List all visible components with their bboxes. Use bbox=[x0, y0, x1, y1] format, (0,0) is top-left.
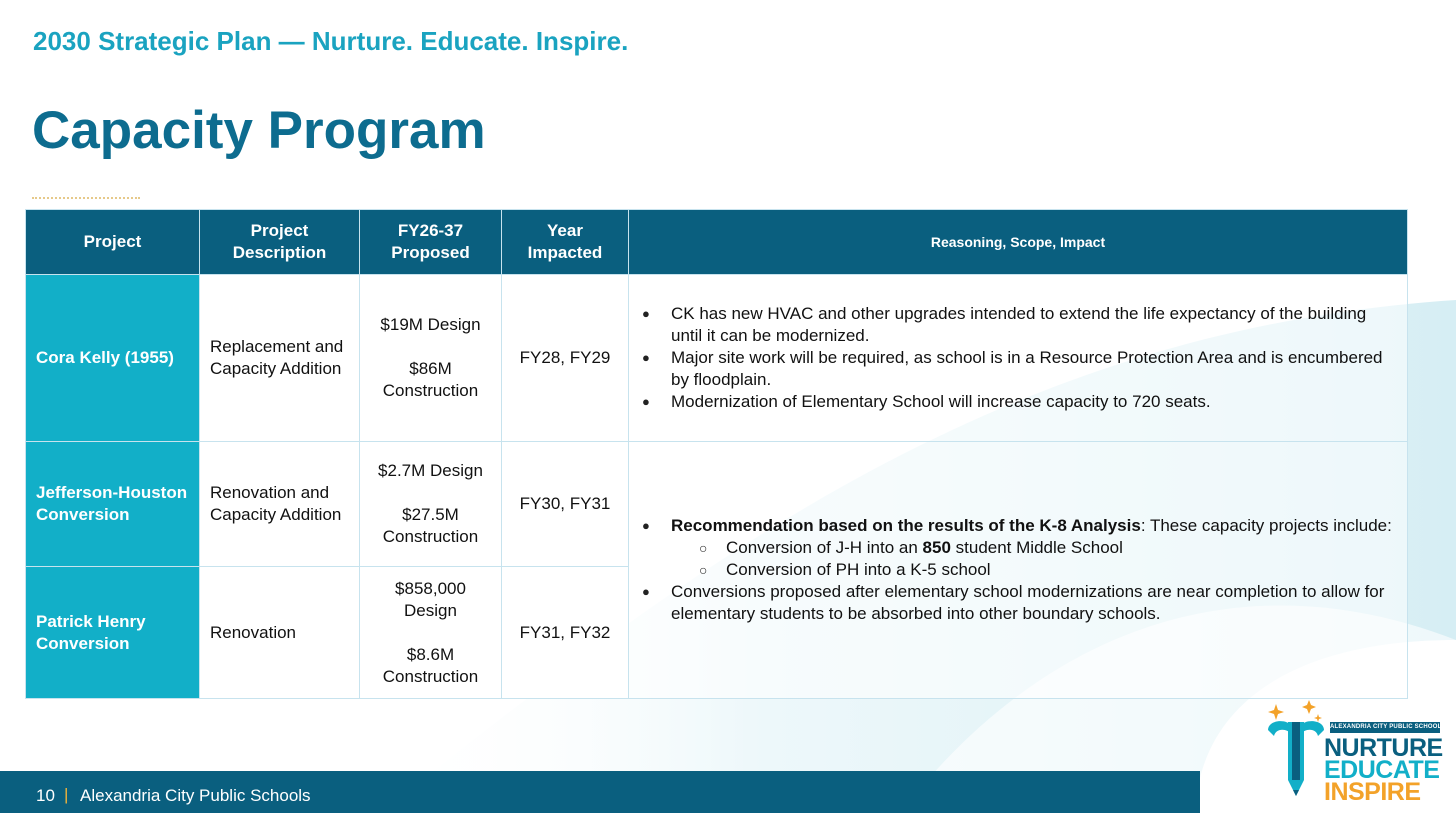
district-logo bbox=[1262, 700, 1446, 806]
reasoning-subbullet: ○ Conversion of PH into a K-5 school bbox=[671, 559, 1397, 581]
project-name: Patrick Henry Conversion bbox=[26, 567, 200, 699]
project-name: Cora Kelly (1955) bbox=[26, 275, 200, 442]
design-cost: $19M Design bbox=[380, 315, 481, 334]
reasoning-bullet: ● CK has new HVAC and other upgrades intended to extend the life expectancy of the building until it can be modernized. bbox=[639, 303, 1397, 347]
project-name: Jefferson-Houston Conversion bbox=[26, 442, 200, 567]
page-title: Capacity Program bbox=[32, 101, 486, 160]
reasoning-bullet: ● Major site work will be required, as school is in a Resource Protection Area and is encumbered by floodplain. bbox=[639, 347, 1397, 391]
construction-cost: $86M Construction bbox=[382, 359, 479, 400]
table-row bbox=[26, 442, 1408, 567]
reasoning-bullet: ● Conversions proposed after elementary school modernizations are near completion to allow for elementary students to be absorbed into other boundary schools. bbox=[639, 581, 1397, 625]
reasoning-subbullet: ○ Conversion of J-H into an 850 student Middle School bbox=[671, 537, 1397, 559]
footer-separator: | bbox=[64, 785, 69, 804]
proposed-cost bbox=[360, 275, 502, 442]
design-cost: $858,000 Design bbox=[395, 578, 466, 620]
reasoning-cell bbox=[629, 442, 1408, 699]
plan-subtitle: 2030 Strategic Plan — Nurture. Educate. Inspire. bbox=[33, 26, 629, 56]
capacity-table bbox=[25, 209, 1408, 699]
column-header-proposed: FY26-37 Proposed bbox=[360, 210, 502, 275]
project-description: Replacement and Capacity Addition bbox=[200, 275, 360, 442]
year-impacted: FY30, FY31 bbox=[502, 442, 629, 567]
year-impacted: FY28, FY29 bbox=[502, 275, 629, 442]
year-impacted: FY31, FY32 bbox=[502, 567, 629, 699]
project-description: Renovation bbox=[200, 567, 360, 699]
logo-tagline: ALEXANDRIA CITY PUBLIC SCHOOLS bbox=[1330, 722, 1440, 733]
reasoning-cell bbox=[629, 275, 1408, 442]
construction-cost: $27.5M Construction bbox=[382, 505, 479, 546]
table-header-row bbox=[26, 210, 1408, 275]
pencil-torch-icon bbox=[1262, 700, 1332, 804]
column-header-reasoning: Reasoning, Scope, Impact bbox=[629, 210, 1408, 275]
project-description: Renovation and Capacity Addition bbox=[200, 442, 360, 567]
logo-word-nurture: NURTURE bbox=[1324, 734, 1443, 762]
page-number: 10 bbox=[36, 786, 55, 805]
proposed-cost bbox=[360, 567, 502, 699]
reasoning-bullet: ● Modernization of Elementary School will increase capacity to 720 seats. bbox=[639, 391, 1397, 413]
construction-cost: $8.6M Construction bbox=[382, 644, 479, 686]
recommendation-lead: Recommendation based on the results of the K-8 Analysis bbox=[671, 516, 1141, 535]
logo-word-inspire: INSPIRE bbox=[1324, 778, 1421, 806]
table-row bbox=[26, 275, 1408, 442]
logo-word-educate: EDUCATE bbox=[1324, 756, 1440, 784]
column-header-year: Year Impacted bbox=[502, 210, 629, 275]
column-header-project: Project bbox=[26, 210, 200, 275]
design-cost: $2.7M Design bbox=[378, 461, 483, 480]
column-header-description: Project Description bbox=[200, 210, 360, 275]
reasoning-bullet: ● Recommendation based on the results of the K-8 Analysis: These capacity projects include: ○ Conversion of J-H into an 850 student Middle School ○ Conversion of PH into a K-5 school bbox=[639, 515, 1397, 581]
footer-organization: Alexandria City Public Schools bbox=[80, 786, 311, 805]
title-divider bbox=[32, 197, 140, 199]
proposed-cost bbox=[360, 442, 502, 567]
